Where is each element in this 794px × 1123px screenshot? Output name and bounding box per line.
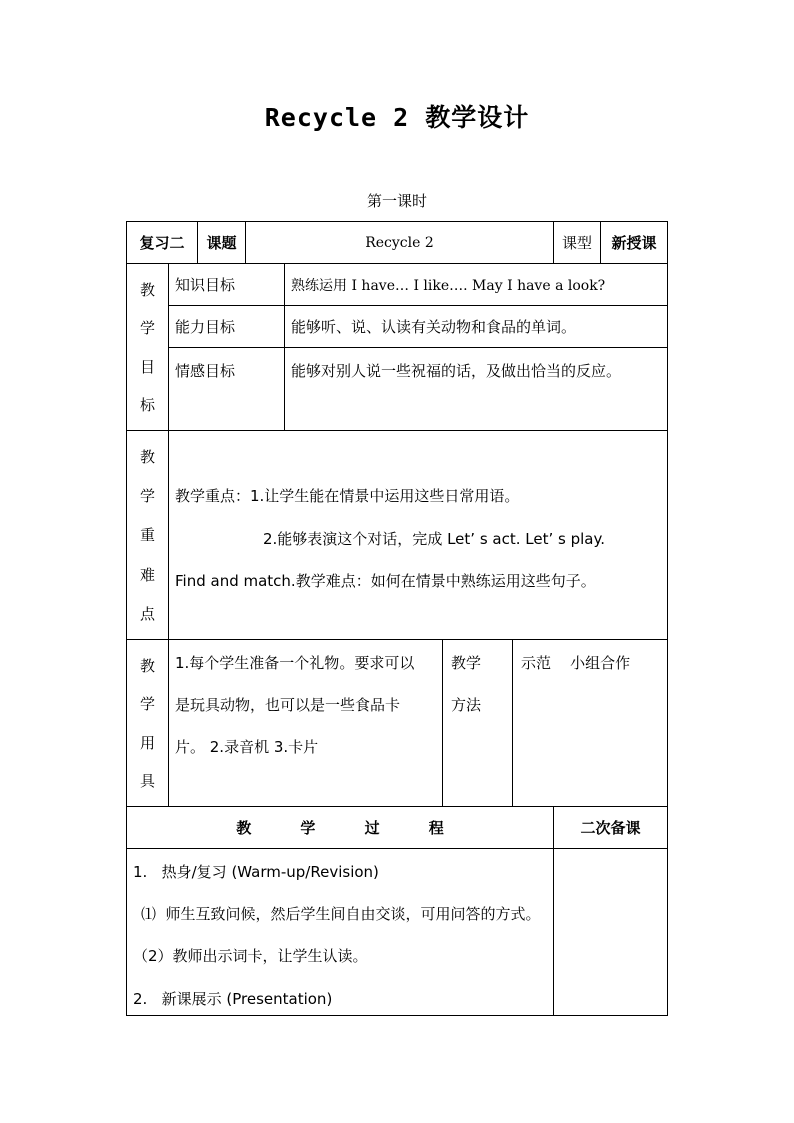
tools-side-label <box>126 639 169 807</box>
tools-side-char: 学 <box>139 695 155 714</box>
lesson-subtitle: 第一课时 <box>366 192 427 210</box>
tools-line: 片。 2.录音机 3.卡片 <box>175 738 319 756</box>
topic-value-cell: Recycle 2 <box>245 221 554 264</box>
process-header-char: 过 <box>364 819 380 837</box>
keypoints-side-char: 难 <box>139 565 155 584</box>
process-line: （2）教师出示词卡，让学生认读。 <box>133 947 368 965</box>
keypoints-side-char: 教 <box>139 448 155 467</box>
tools-side-char: 用 <box>139 733 155 752</box>
topic-label-cell: 课题 <box>197 221 246 264</box>
goal-label-knowledge: 知识目标 <box>168 263 285 306</box>
keypoints-side-char: 重 <box>139 526 155 545</box>
keypoints-line: Find and match.教学难点：如何在情景中熟练运用这些句子。 <box>175 572 596 590</box>
goal-label-ability: 能力目标 <box>168 305 285 348</box>
notes-label-cell: 二次备课 <box>553 806 668 849</box>
goal-label-emotion: 情感目标 <box>168 347 285 431</box>
process-header-char: 教 <box>236 819 252 837</box>
tools-line: 是玩具动物，也可以是一些食品卡 <box>175 696 401 714</box>
goal-content-knowledge: 熟练运用 I have… I like…. May I have a look? <box>284 263 668 306</box>
keypoints-side-label <box>126 430 169 640</box>
goals-side-char: 标 <box>139 396 155 415</box>
keypoints-side-char: 点 <box>139 604 155 623</box>
goals-side-char: 教 <box>139 280 155 299</box>
process-header-char: 学 <box>300 819 316 837</box>
goal-content-emotion: 能够对别人说一些祝福的话，及做出恰当的反应。 <box>284 347 668 431</box>
keypoints-line: 教学重点：1.让学生能在情景中运用这些日常用语。 <box>175 487 520 505</box>
method-label-cell <box>442 639 513 807</box>
keypoints-line: 2.能够表演这个对话，完成 Let’ s act. Let’ s play. <box>263 530 605 548</box>
process-body <box>126 848 554 1016</box>
document-title: Recycle 2 教学设计 <box>264 103 530 132</box>
goals-side-char: 目 <box>139 357 155 376</box>
tools-side-char: 具 <box>139 772 155 791</box>
goals-side-label <box>126 263 169 431</box>
method-label: 方法 <box>451 696 482 714</box>
method-value: 示范 小组合作 <box>521 654 631 672</box>
tools-side-char: 教 <box>139 656 155 675</box>
notes-body <box>553 848 668 1016</box>
goals-side-char: 学 <box>139 319 155 338</box>
process-line: 2. 新课展示 (Presentation) <box>133 990 333 1008</box>
goal-content-ability: 能够听、说、认读有关动物和食品的单词。 <box>284 305 668 348</box>
keypoints-content <box>168 430 668 640</box>
tools-line: 1.每个学生准备一个礼物。要求可以 <box>175 654 415 672</box>
process-header <box>126 806 554 849</box>
review-cell: 复习二 <box>126 221 198 264</box>
method-value-cell <box>512 639 668 807</box>
process-line: ⑴ 师生互致问候，然后学生间自由交谈，可用问答的方式。 <box>141 905 541 923</box>
type-value-cell: 新授课 <box>600 221 668 264</box>
method-label: 教学 <box>451 654 482 672</box>
type-label-cell: 课型 <box>553 221 601 264</box>
keypoints-side-char: 学 <box>139 487 155 506</box>
process-header-char: 程 <box>428 819 444 837</box>
process-line: 1. 热身/复习 (Warm-up/Revision) <box>133 863 379 881</box>
tools-content <box>168 639 443 807</box>
